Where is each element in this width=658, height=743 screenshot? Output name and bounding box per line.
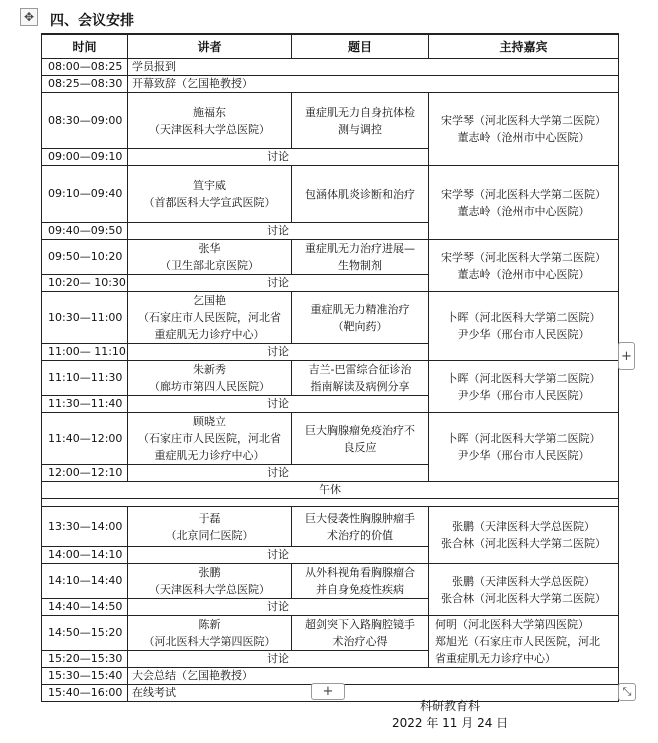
table-row bbox=[42, 292, 619, 344]
footer-date: 2022 年 11 月 24 日 bbox=[392, 716, 509, 730]
time-cell: 12:00—12:10 bbox=[42, 465, 128, 482]
time-cell: 08:25—08:30 bbox=[42, 76, 128, 93]
host-line: 张鹏（天津医科大学总医院） bbox=[452, 574, 595, 588]
host-cell bbox=[429, 361, 619, 413]
time-cell: 11:40—12:00 bbox=[42, 413, 128, 465]
topic-cell bbox=[292, 240, 429, 275]
topic-line: 指南解读及病例分享 bbox=[310, 380, 410, 393]
table-row bbox=[42, 482, 619, 499]
topic-line: 从外科视角看胸腺瘤合 bbox=[305, 566, 415, 579]
topic-line: 术治疗心得 bbox=[332, 635, 388, 648]
topic-line: 重症肌无力精准治疗 bbox=[310, 302, 410, 316]
table-row bbox=[42, 240, 619, 275]
table-row bbox=[42, 616, 619, 651]
speaker-cell bbox=[128, 507, 292, 547]
speaker-cell bbox=[128, 166, 292, 223]
topic-line: 巨大胸腺瘤免疫治疗不 bbox=[305, 423, 415, 437]
plus-icon: + bbox=[621, 348, 632, 364]
speaker-cell bbox=[128, 240, 292, 275]
header-host: 主持嘉宾 bbox=[429, 34, 619, 59]
plus-icon: + bbox=[322, 684, 334, 699]
host-line: 董志岭（沧州市中心医院） bbox=[457, 131, 590, 144]
speaker-cell bbox=[128, 361, 292, 396]
host-cell bbox=[429, 166, 619, 240]
section-title: 四、会议安排 bbox=[50, 13, 134, 29]
speaker-affiliation: （卫生部北京医院） bbox=[160, 259, 259, 272]
topic-cell bbox=[292, 361, 429, 396]
discussion-cell: 讨论 bbox=[128, 599, 429, 616]
speaker-cell bbox=[128, 616, 292, 651]
move-icon: ✥ bbox=[23, 10, 35, 24]
topic-cell bbox=[292, 413, 429, 465]
topic-cell bbox=[292, 564, 429, 599]
topic-line: 术治疗的价值 bbox=[327, 528, 393, 542]
event-cell: 大会总结（乞国艳教授） bbox=[128, 668, 619, 685]
time-cell: 15:40—16:00 bbox=[42, 685, 128, 702]
host-line: 何明（河北医科大学第四医院） bbox=[435, 618, 589, 631]
time-cell: 14:40—14:50 bbox=[42, 599, 128, 616]
event-cell: 开幕致辞（乞国艳教授） bbox=[128, 76, 619, 93]
speaker-affiliation: 重症肌无力诊疗中心） bbox=[154, 449, 265, 462]
speaker-affiliation: （首都医科大学宣武医院） bbox=[143, 196, 276, 209]
speaker-cell bbox=[128, 93, 292, 149]
time-cell: 14:50—15:20 bbox=[42, 616, 128, 651]
host-line: 郑旭光（石家庄市人民医院，河北 bbox=[435, 635, 600, 648]
topic-line: 良反应 bbox=[343, 440, 377, 454]
schedule-table bbox=[41, 33, 619, 702]
table-row bbox=[42, 564, 619, 599]
speaker-name: 笪宇威 bbox=[193, 179, 226, 192]
add-column-button[interactable] bbox=[618, 342, 635, 370]
topic-cell bbox=[292, 166, 429, 223]
time-cell: 14:10—14:40 bbox=[42, 564, 128, 599]
speaker-affiliation: （天津医科大学总医院） bbox=[149, 122, 270, 136]
time-cell: 11:30—11:40 bbox=[42, 396, 128, 413]
event-cell: 学员报到 bbox=[128, 59, 619, 76]
topic-line: 并自身免疫性疾病 bbox=[316, 583, 404, 596]
host-line: 张鹏（天津医科大学总医院） bbox=[452, 520, 595, 533]
host-line: 尹少华（邢台市人民医院） bbox=[457, 449, 590, 462]
speaker-affiliation: （北京同仁医院） bbox=[165, 528, 254, 542]
discussion-cell: 讨论 bbox=[128, 149, 429, 166]
discussion-cell: 讨论 bbox=[128, 465, 429, 482]
host-line: 宋学琴（河北医科大学第二医院） bbox=[441, 250, 606, 264]
host-line: 董志岭（沧州市中心医院） bbox=[457, 267, 590, 281]
host-cell bbox=[429, 413, 619, 482]
host-line: 张合林（河北医科大学第二医院） bbox=[441, 591, 606, 605]
topic-cell bbox=[292, 93, 429, 149]
table-row bbox=[42, 76, 619, 93]
table-header-row bbox=[42, 34, 619, 59]
table-row bbox=[42, 166, 619, 223]
table-row bbox=[42, 413, 619, 465]
time-cell: 15:20—15:30 bbox=[42, 651, 128, 668]
footer-organization: 科研教育科 bbox=[420, 699, 481, 713]
table-move-handle[interactable] bbox=[20, 8, 38, 26]
topic-cell bbox=[292, 616, 429, 651]
host-cell bbox=[429, 507, 619, 564]
host-cell bbox=[429, 616, 619, 668]
time-cell: 08:30—09:00 bbox=[42, 93, 128, 149]
topic-line: 包涵体肌炎诊断和治疗 bbox=[305, 187, 415, 201]
host-cell bbox=[429, 93, 619, 166]
host-line: 宋学琴（河北医科大学第二医院） bbox=[441, 187, 606, 201]
time-cell: 09:00—09:10 bbox=[42, 149, 128, 166]
table-row bbox=[42, 507, 619, 547]
header-topic: 题目 bbox=[292, 34, 429, 59]
table-row bbox=[42, 361, 619, 396]
topic-line: 重症肌无力自身抗体检 bbox=[305, 105, 415, 119]
speaker-name: 顾晓立 bbox=[193, 415, 226, 428]
speaker-cell bbox=[128, 413, 292, 465]
table-resize-handle[interactable] bbox=[618, 683, 636, 701]
host-line: 尹少华（邢台市人民医院） bbox=[457, 328, 590, 341]
discussion-cell: 讨论 bbox=[128, 344, 429, 361]
speaker-name: 张华 bbox=[198, 242, 221, 255]
host-line: 卜晖（河北医科大学第二医院） bbox=[446, 311, 601, 324]
speaker-affiliation: （天津医科大学总医院） bbox=[149, 583, 270, 596]
topic-cell bbox=[292, 292, 429, 344]
topic-line: 超剑突下入路胸腔镜手 bbox=[305, 618, 415, 631]
speaker-name: 乞国艳 bbox=[193, 294, 226, 307]
time-cell: 13:30—14:00 bbox=[42, 507, 128, 547]
header-time: 时间 bbox=[42, 34, 128, 59]
host-line: 张合林（河北医科大学第二医院） bbox=[441, 537, 606, 550]
discussion-cell: 讨论 bbox=[128, 396, 429, 413]
time-cell: 08:00—08:25 bbox=[42, 59, 128, 76]
discussion-cell: 讨论 bbox=[128, 223, 429, 240]
table-row bbox=[42, 59, 619, 76]
topic-line: （靶向药） bbox=[332, 319, 388, 333]
topic-line: 吉兰-巴雷综合征诊治 bbox=[308, 363, 412, 376]
host-cell bbox=[429, 292, 619, 361]
table-row bbox=[42, 93, 619, 149]
discussion-cell: 讨论 bbox=[128, 651, 429, 668]
table-row-spacer bbox=[42, 499, 619, 507]
speaker-affiliation: （石家庄市人民医院，河北省 bbox=[138, 311, 281, 324]
time-cell: 10:20— 10:30 bbox=[42, 275, 128, 292]
speaker-name: 朱新秀 bbox=[193, 363, 226, 376]
time-cell: 15:30—15:40 bbox=[42, 668, 128, 685]
host-line: 省重症肌无力诊疗中心） bbox=[435, 652, 556, 665]
header-speaker: 讲者 bbox=[128, 34, 292, 59]
topic-line: 重症肌无力治疗进展— bbox=[305, 242, 415, 255]
speaker-affiliation: （石家庄市人民医院，河北省 bbox=[138, 432, 281, 445]
speaker-name: 张鹏 bbox=[198, 566, 221, 579]
speaker-affiliation: （河北医科大学第四医院） bbox=[143, 635, 276, 648]
speaker-affiliation: 重症肌无力诊疗中心） bbox=[154, 328, 265, 341]
time-cell: 10:30—11:00 bbox=[42, 292, 128, 344]
speaker-cell bbox=[128, 564, 292, 599]
host-cell bbox=[429, 240, 619, 292]
speaker-name: 施福东 bbox=[193, 105, 226, 119]
host-cell bbox=[429, 564, 619, 616]
lunch-break-cell: 午休 bbox=[42, 482, 619, 499]
speaker-affiliation: （廊坊市第四人民医院） bbox=[149, 380, 270, 393]
topic-cell bbox=[292, 507, 429, 547]
discussion-cell: 讨论 bbox=[128, 275, 429, 292]
discussion-cell: 讨论 bbox=[128, 547, 429, 564]
time-cell: 11:10—11:30 bbox=[42, 361, 128, 396]
speaker-cell bbox=[128, 292, 292, 344]
speaker-name: 于磊 bbox=[198, 511, 221, 525]
speaker-name: 陈新 bbox=[198, 618, 221, 631]
host-line: 董志岭（沧州市中心医院） bbox=[457, 204, 590, 218]
spacer-cell bbox=[42, 499, 619, 507]
topic-line: 巨大侵袭性胸腺肿瘤手 bbox=[305, 511, 415, 525]
table-row bbox=[42, 668, 619, 685]
time-cell: 14:00—14:10 bbox=[42, 547, 128, 564]
add-row-button[interactable] bbox=[311, 683, 345, 700]
resize-icon: ⤡ bbox=[622, 685, 632, 698]
time-cell: 09:10—09:40 bbox=[42, 166, 128, 223]
host-line: 卜晖（河北医科大学第二医院） bbox=[446, 371, 601, 385]
time-cell: 09:50—10:20 bbox=[42, 240, 128, 275]
event-cell: 在线考试 bbox=[128, 685, 619, 702]
topic-line: 测与调控 bbox=[338, 122, 382, 136]
time-cell: 11:00— 11:10 bbox=[42, 344, 128, 361]
host-line: 尹少华（邢台市人民医院） bbox=[457, 388, 590, 402]
host-line: 宋学琴（河北医科大学第二医院） bbox=[441, 114, 606, 127]
host-line: 卜晖（河北医科大学第二医院） bbox=[446, 432, 601, 445]
topic-line: 生物制剂 bbox=[338, 259, 382, 272]
time-cell: 09:40—09:50 bbox=[42, 223, 128, 240]
